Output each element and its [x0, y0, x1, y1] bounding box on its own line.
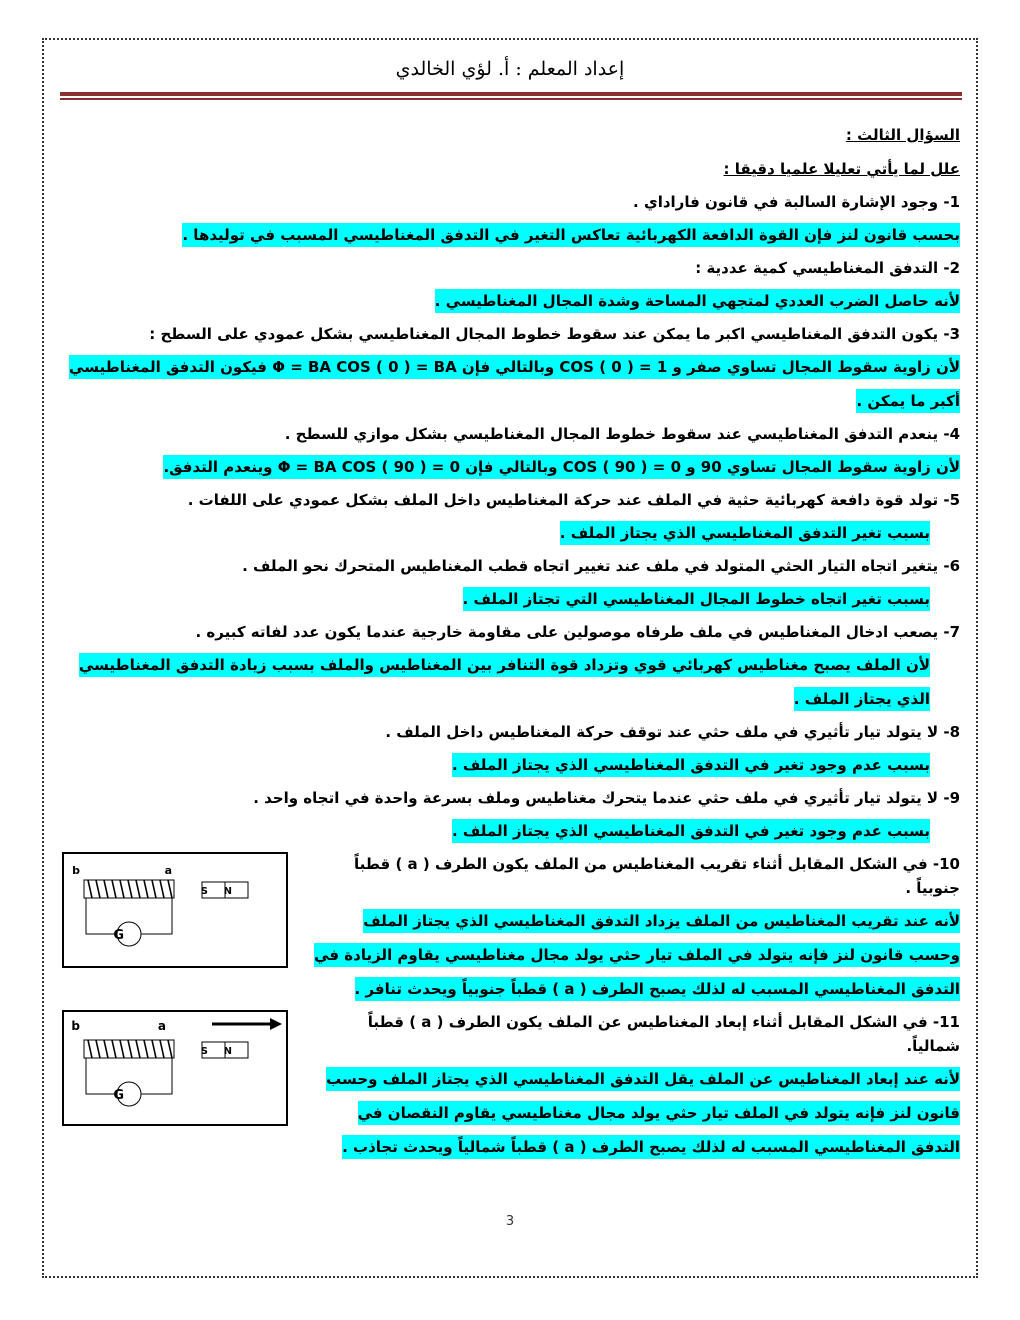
- question: 5- تولد قوة دافعة كهربائية حثية في الملف عند حركة المغناطيس داخل الملف بشكل عمودي على اللفات .: [187, 491, 960, 509]
- coil-figure-recede: [62, 1010, 288, 1126]
- label-a: a: [157, 1019, 166, 1033]
- arrow-right-icon: [212, 1018, 282, 1030]
- coil-figure-approach: [62, 852, 288, 968]
- question: 2- التدفق المغناطيسي كمية عددية :: [695, 259, 960, 277]
- question: 8- لا يتولد تيار تأثيري في ملف حثي عند توقف حركة المغناطيس داخل الملف .: [385, 723, 960, 741]
- list-item: [62, 786, 960, 848]
- list-item: [62, 256, 960, 318]
- list-item: [62, 488, 960, 550]
- answer: لأن زاوية سقوط المجال تساوي 90 و 0 = COS ( 90 ) وبالتالي فإن 0 = Φ = BA COS ( 90 ) وينعدم التدفق.: [163, 455, 960, 479]
- answer: بسبب عدم وجود تغير في التدفق المغناطيسي الذي يجتاز الملف .: [452, 753, 930, 777]
- answer: بسبب عدم وجود تغير في التدفق المغناطيسي الذي يجتاز الملف .: [452, 819, 930, 843]
- answer: بسبب تغير اتجاه خطوط المجال المغناطيسي التي تجتاز الملف .: [463, 587, 930, 611]
- label-b: b: [72, 864, 80, 877]
- header-rule-thin: [60, 98, 962, 100]
- answer: بحسب قانون لنز فإن القوة الدافعة الكهربائية تعاكس التغير في التدفق المغناطيسي المسبب في توليدها .: [182, 223, 960, 247]
- answer: لأنه عند تقريب المغناطيس من الملف يزداد التدفق المغناطيسي الذي يجتاز الملف وحسب قانون لنز فإنه يتولد في الملف تيار حثي يولد مجال مغناطيسي يقاوم الزيادة في التدفق المغناطيسي المسبب له لذلك يصبح الطرف ( a ) قطباً جنوبياً ويحدث تنافر .: [314, 909, 960, 1001]
- answer: لأن الملف يصبح مغناطيس كهربائي قوي وتزداد قوة التنافر بين المغناطيس والملف بسبب زيادة التدفق المغناطيسي الذي يجتاز الملف .: [79, 653, 930, 711]
- question: 11- في الشكل المقابل أثناء إبعاد المغناطيس عن الملف يكون الطرف ( a ) قطباً شمالياً.: [367, 1013, 960, 1055]
- answer: لأنه حاصل الضرب العددي لمتجهي المساحة وشدة المجال المغناطيسي .: [435, 289, 960, 313]
- question: 6- يتغير اتجاه التيار الحثي المتولد في ملف عند تغيير اتجاه قطب المغناطيس المتحرك نحو الملف .: [242, 557, 960, 575]
- list-item: [62, 190, 960, 252]
- section-title: السؤال الثالث :: [845, 126, 960, 144]
- label-a: a: [164, 864, 172, 877]
- label-b: b: [71, 1019, 80, 1033]
- magnet-n: N: [223, 1046, 232, 1057]
- coil-icon: [84, 1040, 174, 1058]
- answer: بسبب تغير التدفق المغناطيسي الذي يجتاز الملف .: [560, 521, 930, 545]
- question: 3- يكون التدفق المغناطيسي اكبر ما يمكن عند سقوط خطوط المجال المغناطيسي بشكل عمودي على السطح :: [149, 325, 960, 343]
- list-item: [62, 1010, 960, 1164]
- question: 9- لا يتولد تيار تأثيري في ملف حثي عندما يتحرك مغناطيس وملف بسرعة واحدة في اتجاه واحد .: [253, 789, 960, 807]
- question: 10- في الشكل المقابل أثناء تقريب المغناطيس من الملف يكون الطرف ( a ) قطباً جنوبياً .: [354, 855, 960, 897]
- page-number: 3: [505, 1214, 515, 1229]
- list-item: [62, 322, 960, 418]
- galvanometer-label: G: [113, 928, 124, 943]
- instruction: علل لما يأتي تعليلا علميا دقيقا :: [723, 160, 960, 178]
- page-header: إعداد المعلم : أ. لؤي الخالدي: [395, 58, 625, 80]
- magnet-n: N: [223, 886, 232, 897]
- list-item: [62, 620, 960, 716]
- question: 4- ينعدم التدفق المغناطيسي عند سقوط خطوط المجال المغناطيسي بشكل موازي للسطح .: [284, 425, 960, 443]
- content: [62, 118, 960, 1168]
- galvanometer-label: G: [113, 1088, 124, 1103]
- list-item: [62, 852, 960, 1006]
- coil-icon: [84, 880, 174, 898]
- answer: لأنه عند إبعاد المغناطيس عن الملف يقل التدفق المغناطيسي الذي يجتاز الملف وحسب قانون لنز فإنه يتولد في الملف تيار حثي يولد مجال مغناطيسي يقاوم النقصان في التدفق المغناطيسي المسبب له لذلك يصبح الطرف ( a ) قطباً شمالياً ويحدث تجاذب .: [326, 1067, 960, 1159]
- list-item: [62, 554, 960, 616]
- question: 1- وجود الإشارة السالبة في قانون فاراداي .: [633, 193, 960, 211]
- answer: لأن زاوية سقوط المجال تساوي صفر و 1 = COS ( 0 ) وبالتالي فإن Φ = BA COS ( 0 ) = BA فيكون التدفق المغناطيسي أكبر ما يمكن .: [69, 355, 960, 413]
- magnet-s: S: [200, 886, 208, 897]
- header-rule: [60, 92, 962, 96]
- question: 7- يصعب ادخال المغناطيس في ملف طرفاه موصولين على مقاومة خارجية عندما يكون عدد لفاته كبيره .: [195, 623, 960, 641]
- list-item: [62, 720, 960, 782]
- magnet-s: S: [200, 1046, 208, 1057]
- list-item: [62, 422, 960, 484]
